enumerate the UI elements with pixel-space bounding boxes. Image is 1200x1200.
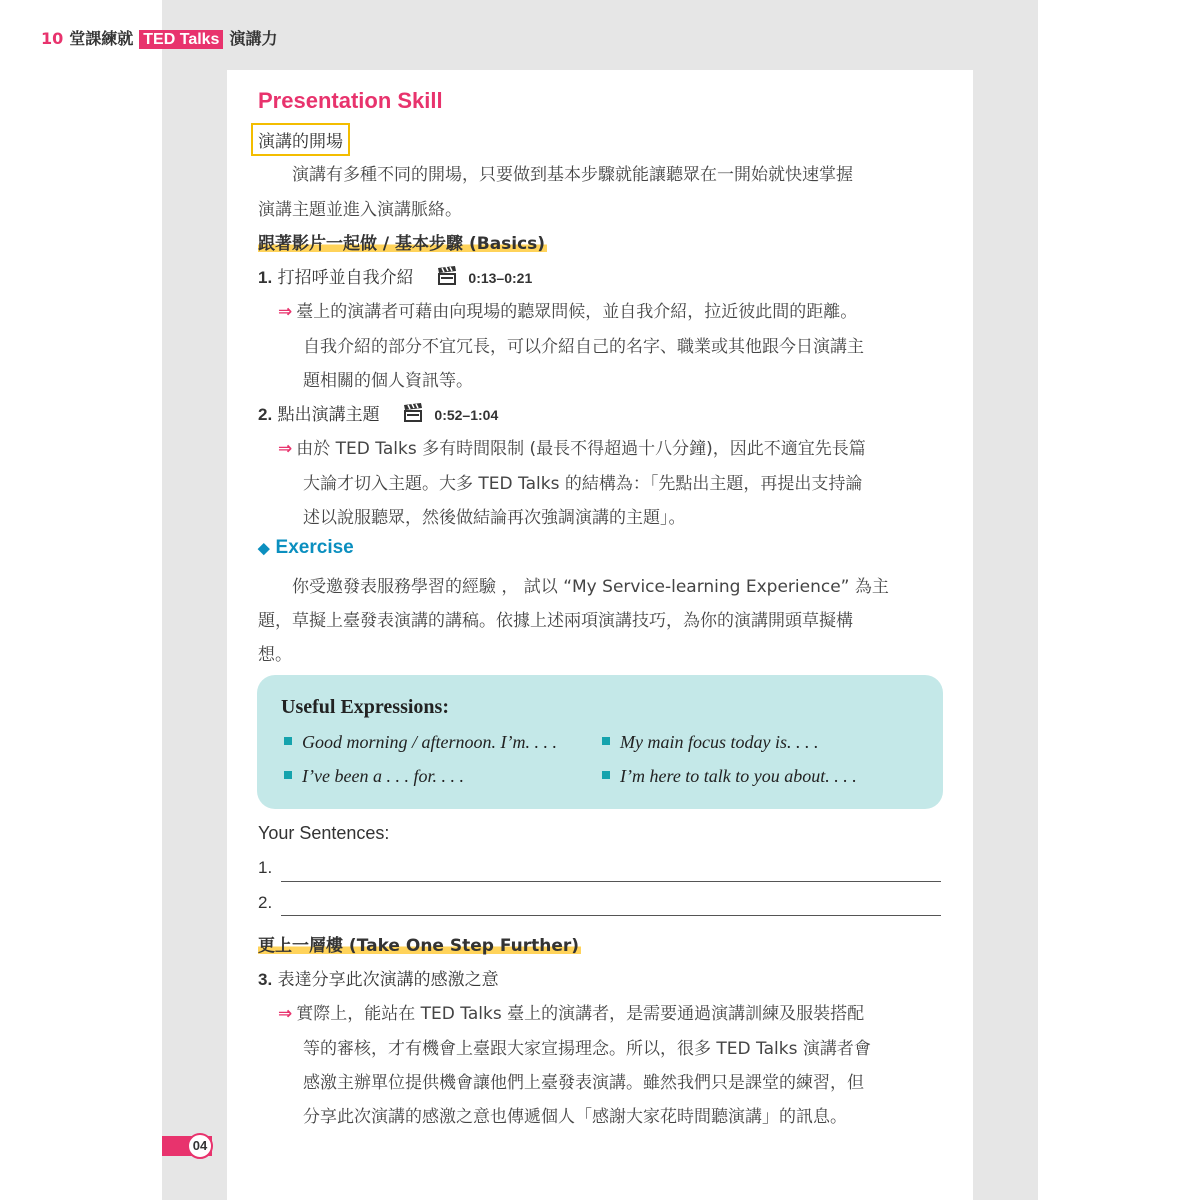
expression-item: I’ve been a . . . for. . . . — [284, 766, 464, 787]
exercise-heading: ◆ Exercise — [258, 537, 354, 558]
square-bullet-icon — [602, 771, 610, 779]
step-2-line-3: 述以說服聽眾，然後做結論再次強調演講的主題」。 — [303, 508, 686, 528]
header-pre: 堂課練就 — [69, 29, 134, 48]
arrow-icon: ⇒ — [278, 439, 293, 459]
your-sentences-label: Your Sentences: — [258, 823, 390, 843]
step-3-line-2: 等的審核，才有機會上臺跟大家宣揚理念。所以，很多 TED Talks 演講者會 — [303, 1039, 871, 1059]
section-title: Presentation Skill — [258, 88, 443, 113]
page-number: 04 — [187, 1133, 213, 1159]
step-1-line-1: ⇒ 臺上的演講者可藉由向現場的聽眾問候，並自我介紹，拉近彼此間的距離。 — [278, 302, 858, 322]
header-post: 演講力 — [229, 29, 278, 48]
step-1-number: 1. — [258, 268, 273, 287]
running-header — [41, 26, 277, 49]
step-2-number: 2. — [258, 405, 273, 424]
step-1-time: 0:13–0:21 — [468, 270, 533, 286]
square-bullet-icon — [284, 737, 292, 745]
exercise-line-3: 想。 — [258, 645, 292, 665]
step-3-line-3: 感激主辦單位提供機會讓他們上臺發表演講。雖然我們只是課堂的練習，但 — [303, 1073, 864, 1093]
arrow-icon: ⇒ — [278, 302, 293, 322]
header-number: 10 — [41, 29, 64, 48]
step-3-number: 3. — [258, 970, 273, 989]
step-2-line-2: 大論才切入主題。大多 TED Talks 的結構為：「先點出主題，再提出支持論 — [303, 474, 863, 494]
boxed-heading: 演講的開場 — [251, 123, 350, 156]
arrow-icon: ⇒ — [278, 1004, 293, 1024]
sentence-line-2[interactable] — [281, 915, 941, 916]
intro-line-2: 演講主題並進入演講脈絡。 — [258, 200, 462, 220]
step-3-heading — [258, 965, 499, 990]
sentence-number-1: 1. — [258, 858, 273, 877]
further-heading: 更上一層樓 (Take One Step Further) — [258, 931, 581, 956]
step-3-line-4: 分享此次演講的感激之意也傳遞個人「感謝大家花時間聽演講」的訊息。 — [303, 1107, 847, 1127]
step-1-heading — [258, 263, 532, 288]
step-2-title: 點出演講主題 — [277, 405, 380, 425]
useful-expressions-title: Useful Expressions: — [281, 696, 449, 718]
square-bullet-icon — [602, 737, 610, 745]
step-2-time: 0:52–1:04 — [434, 407, 499, 423]
step-1-line-2: 自我介紹的部分不宜冗長，可以介紹自己的名字、職業或其他跟今日演講主 — [303, 337, 864, 357]
sentence-number-2: 2. — [258, 893, 273, 912]
step-1-title: 打招呼並自我介紹 — [277, 268, 414, 288]
exercise-line-2: 題，草擬上臺發表演講的講稿。依據上述兩項演講技巧，為你的演講開頭草擬構 — [258, 611, 853, 631]
step-3-line-1: ⇒ 實際上，能站在 TED Talks 臺上的演講者，是需要通過演講訓練及服裝搭配 — [278, 1004, 865, 1024]
step-2-line-1: ⇒ 由於 TED Talks 多有時間限制 (最長不得超過十八分鐘)，因此不適宜先長篇 — [278, 439, 866, 459]
diamond-icon: ◆ — [258, 540, 270, 557]
clapperboard-icon — [437, 266, 457, 286]
sentence-line-1[interactable] — [281, 881, 941, 882]
exercise-line-1: 你受邀發表服務學習的經驗 ， 試以 “My Service-learning Experience” 為主 — [258, 577, 889, 597]
step-1-line-3: 題相關的個人資訊等。 — [303, 371, 473, 391]
step-3-title: 表達分享此次演講的感激之意 — [277, 970, 499, 990]
intro-line-1: 演講有多種不同的開場，只要做到基本步驟就能讓聽眾在一開始就快速掌握 — [258, 165, 853, 185]
square-bullet-icon — [284, 771, 292, 779]
header-ted-badge: TED Talks — [139, 30, 223, 49]
expression-item: I’m here to talk to you about. . . . — [602, 766, 857, 787]
step-2-heading — [258, 400, 498, 425]
clapperboard-icon — [403, 403, 423, 423]
expression-item: My main focus today is. . . . — [602, 732, 818, 753]
expression-item: Good morning / afternoon. I’m. . . . — [284, 732, 557, 753]
basics-heading: 跟著影片一起做 / 基本步驟 (Basics) — [258, 229, 547, 254]
